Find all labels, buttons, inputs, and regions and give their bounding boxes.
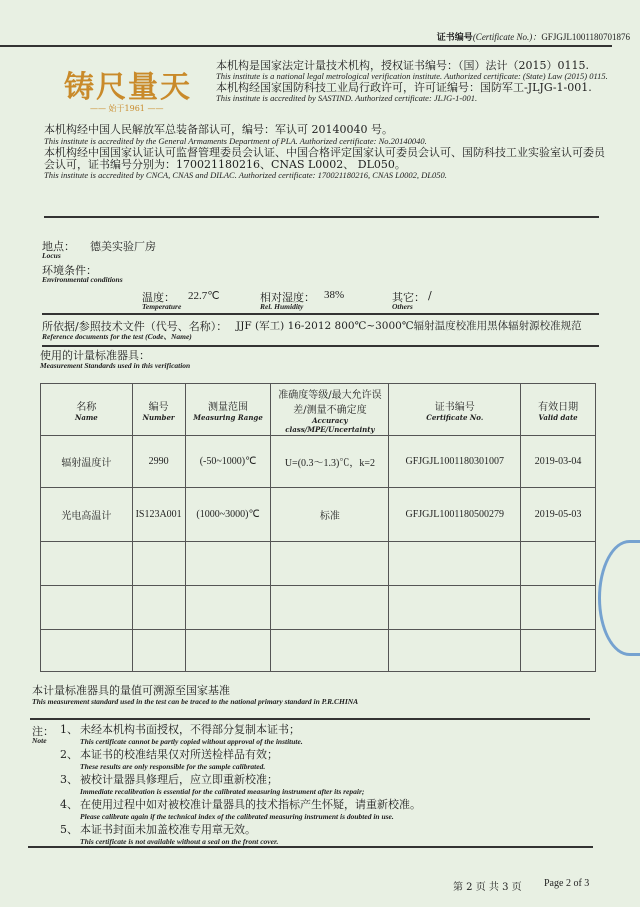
cert-label: 证书编号 — [436, 33, 473, 43]
env-label: 环境条件： — [42, 264, 97, 277]
note-item: 4、 在使用过程中如对被校准计量器具的技术指标产生怀疑，请重新校准。 Please calibrate again if the technical index of the calibrated measuring instrument is doubted in use. — [60, 798, 421, 821]
page-number-en: Page 2 of 3 — [544, 878, 590, 889]
page-number-zh: 第 2 页 共 3 页 — [453, 882, 522, 893]
cell-range: (1000~3000)℃ — [185, 488, 271, 542]
col-certificate: 证书编号 Certificate No. — [389, 384, 521, 436]
cell-accuracy: U=(0.3～1.3)℃，k=2 — [271, 436, 389, 488]
logo-tagline: —— 始于1961 —— — [90, 104, 164, 113]
seal-stamp — [598, 540, 640, 656]
cell-name: 光电高温计 — [41, 488, 133, 542]
col-valid-date: 有效日期 Valid date — [521, 384, 596, 436]
standards-table — [40, 383, 596, 672]
accreditation-zh: 本机构经中国国家认证认可监督管理委员会认证、中国合格评定国家认可委员会认可、国防科技工业实验室认可委员会认可，证书编号分别为：170021180216、CNAS L0002、 DL050。 — [44, 146, 605, 171]
col-accuracy: 准确度等级/最大允许误差/测量不确定度 Accuracy class/MPE/Uncertainty — [271, 384, 389, 436]
reference-label: 所依据/参照技术文件（代号、名称）： — [42, 320, 228, 333]
note-item: 2、 本证书的校准结果仅对所送检样品有效； These results are only responsible for the sample calibrated. — [60, 748, 278, 771]
temp-label: 温度： — [142, 291, 175, 304]
cell-valid-date: 2019-05-03 — [521, 488, 596, 542]
others-label-en: Others — [392, 302, 413, 311]
empty-row — [41, 630, 596, 672]
col-range: 测量范围 Measuring Range — [185, 384, 271, 436]
accreditation-zh: 本机构经中国人民解放军总装备部认可，编号：军认可 20140040 号。 — [44, 123, 393, 136]
locus-label: 地点： — [42, 240, 75, 253]
accreditation-en: This institute is accredited by SASTIND. Authorized certificate: JLJG-1-001. — [216, 93, 478, 103]
cell-range: (-50~1000)℃ — [185, 436, 271, 488]
reference-label-en: Reference documents for the test (Code、Name) — [42, 332, 192, 341]
others-label: 其它： — [392, 291, 425, 304]
table-header-row — [41, 384, 596, 436]
accreditation-zh: 本机构是国家法定计量技术机构，授权证书编号：（国）法计（2015）0115. — [216, 59, 589, 72]
traceability-en: This measurement standard used in the test can be traced to the national primary standard in P.R.CHINA — [32, 697, 359, 706]
cell-name: 辐射温度计 — [41, 436, 133, 488]
locus-label-en: Locus — [42, 251, 61, 260]
col-name: 名称 Name — [41, 384, 133, 436]
notes-list — [60, 722, 421, 847]
others-value: / — [428, 289, 432, 302]
empty-row — [41, 542, 596, 586]
env-label-en: Environmental conditions — [42, 275, 123, 284]
cert-no: GFJGJL1001180701876 — [541, 32, 630, 42]
logo: 铸尺量天 — [64, 70, 192, 105]
cell-accuracy: 标准 — [271, 488, 389, 542]
cell-number: 2990 — [132, 436, 185, 488]
cert-label-en: (Certificate No.)： — [472, 32, 542, 42]
accreditation-zh: 本机构经国家国防科技工业局行政许可，许可证编号：国防军工-JLJG-1-001. — [216, 81, 592, 94]
temp-label-en: Temperature — [142, 302, 182, 311]
cell-certificate: GFJGJL1001180301007 — [389, 436, 521, 488]
empty-row — [41, 586, 596, 630]
cell-certificate: GFJGJL1001180500279 — [389, 488, 521, 542]
humidity-label: 相对湿度： — [260, 291, 315, 304]
standards-label-en: Measurement Standards used in this verification — [40, 361, 191, 370]
note-item: 5、 本证书封面未加盖校准专用章无效。 This certificate is not available without a seal on the front cover. — [60, 823, 279, 846]
humidity-value: 38% — [324, 289, 345, 301]
note-item: 3、 被校计量器具修理后，应立即重新校准； Immediate recalibration is essential for the calibrated measuring instrument after its repair; — [60, 773, 365, 796]
notes-label: 注： — [32, 725, 54, 738]
reference-value: JJF (军工) 16-2012 800℃~3000℃辐射温度校准用黑体辐射源校准规范 — [236, 320, 582, 332]
humidity-label-en: Rel. Humidity — [260, 302, 304, 311]
standards-label: 使用的计量标准器具： — [40, 349, 150, 362]
table-row — [41, 436, 596, 488]
accreditation-en: This institute is accredited by the General Armaments Department of PLA. Authorized certificate: No.20140040. — [44, 135, 427, 146]
accreditation-en: This institute is accredited by CNCA, CNAS and DILAC. Authorized certificate: 170021180216, CNAS L0002, DL050. — [44, 170, 447, 180]
certificate-number — [437, 30, 630, 43]
table-row — [41, 488, 596, 542]
notes-label-en: Note — [32, 736, 47, 745]
temp-value: 22.7℃ — [188, 290, 220, 302]
note-item: 1、 未经本机构书面授权，不得部分复制本证书； This certificate cannot be partly copied without approval of the institute. — [60, 723, 303, 746]
accreditation-en: This institute is a national legal metrological verification institute. Authorized certificate: (State) Law (2015) 0115. — [216, 71, 608, 81]
traceability-zh: 本计量标准器具的量值可溯源至国家基准 — [32, 684, 230, 697]
locus-value: 德美实验厂房 — [90, 240, 156, 253]
cell-number: IS123A001 — [132, 488, 185, 542]
col-number: 编号 Number — [132, 384, 185, 436]
cell-valid-date: 2019-03-04 — [521, 436, 596, 488]
